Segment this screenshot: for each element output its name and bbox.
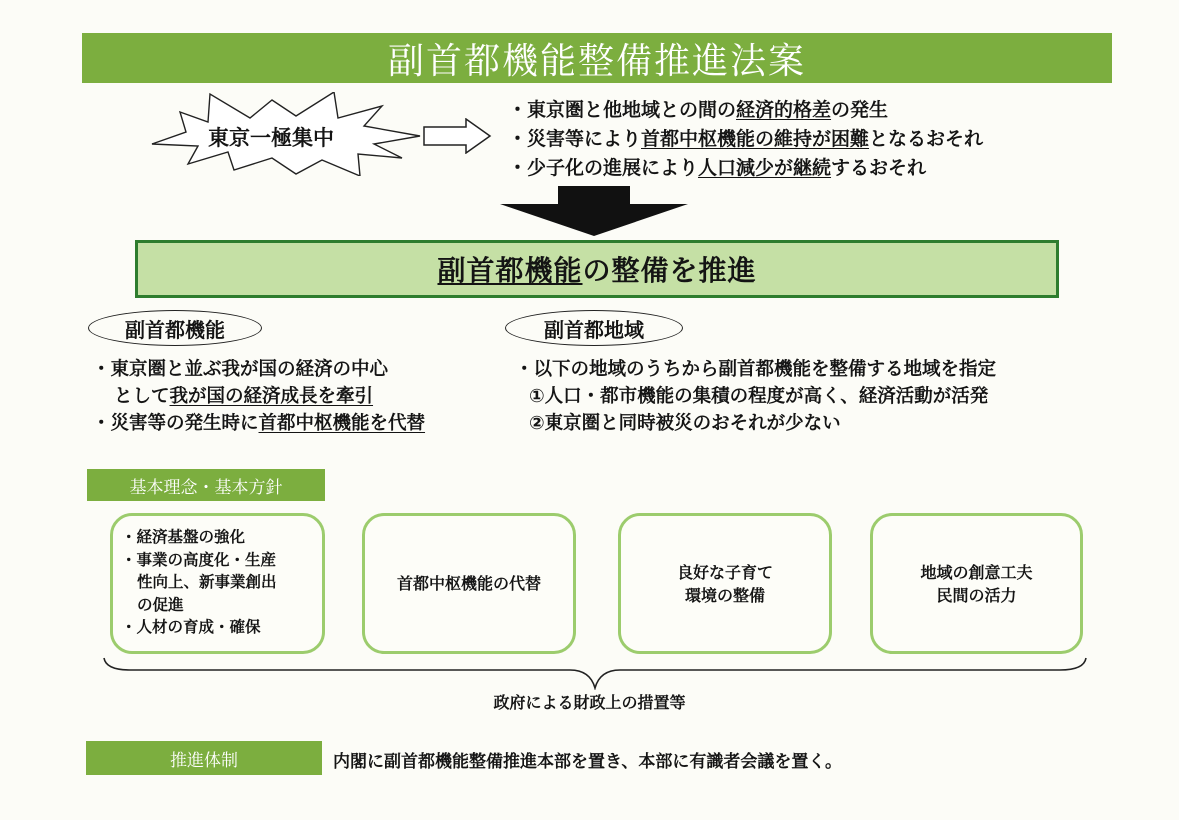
issue-item: ・少子化の進展により人口減少が継続するおそれ [508, 157, 927, 179]
principle-box-childcare: 良好な子育て 環境の整備 [618, 513, 832, 654]
region-line: ・以下の地域のうちから副首都機能を整備する地域を指定 [515, 359, 997, 380]
principle-box-regional: 地域の創意工夫 民間の活力 [870, 513, 1083, 654]
arrow-down-icon [500, 186, 688, 236]
principle-box-economy: ・経済基盤の強化 ・事業の高度化・生産 性向上、新事業創出 の促進 ・人材の育成・確保 [110, 513, 325, 654]
function-heading: 副首都機能 [88, 310, 262, 346]
curly-brace [100, 656, 1090, 690]
principles-label: 基本理念・基本方針 [87, 469, 325, 501]
region-list [515, 356, 996, 437]
region-line: ①人口・都市機能の集積の程度が高く、経済活動が活発 [529, 386, 989, 407]
arrow-right-icon [422, 118, 492, 154]
system-label: 推進体制 [86, 741, 322, 775]
promote-banner [135, 240, 1059, 298]
page-title: 副首都機能整備推進法案 [82, 33, 1112, 83]
issue-item: ・東京圏と他地域との間の経済的格差の発生 [508, 99, 889, 121]
fiscal-measures: 政府による財政上の措置等 [493, 693, 686, 712]
promote-text: の整備を推進 [582, 254, 757, 287]
region-line: ②東京圏と同時被災のおそれが少ない [529, 413, 841, 434]
issue-item: ・災害等により首都中枢機能の維持が困難となるおそれ [508, 128, 984, 150]
principle-box-capital: 首都中枢機能の代替 [362, 513, 576, 654]
burst-label: 東京一極集中 [208, 126, 334, 150]
function-line: ・災害等の発生時に首都中枢機能を代替 [92, 413, 426, 434]
function-line: ・東京圏と並ぶ我が国の経済の中心 [92, 359, 389, 380]
promote-underlined: 副首都機能 [437, 254, 583, 287]
function-list [92, 356, 425, 437]
issue-list [508, 96, 983, 183]
region-heading: 副首都地域 [505, 310, 683, 346]
function-line: として我が国の経済成長を牽引 [114, 386, 374, 407]
system-text: 内閣に副首都機能整備推進本部を置き、本部に有識者会議を置く。 [333, 752, 842, 772]
